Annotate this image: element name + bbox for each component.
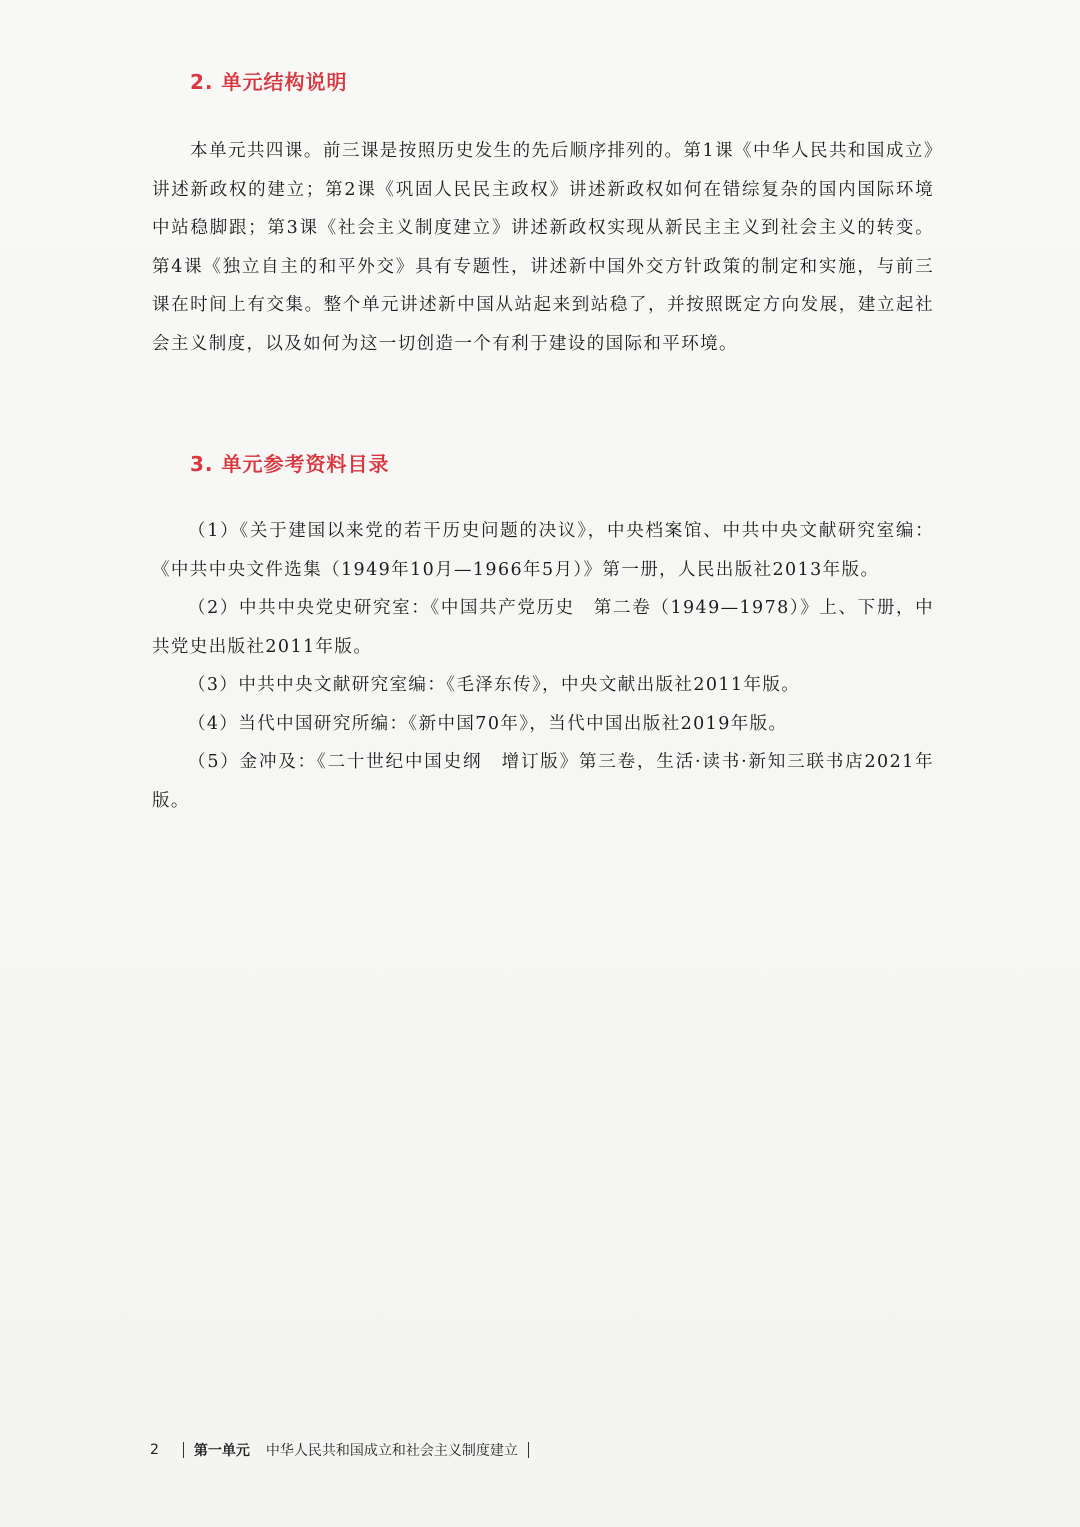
reference-list	[152, 512, 934, 820]
section-heading-unit-structure: 2. 单元结构说明	[190, 70, 348, 94]
reference-item: （2）中共中央党史研究室：《中国共产党历史 第二卷（1949—1978）》上、下册，中共党史出版社2011年版。	[152, 598, 934, 657]
reference-item: （5）金冲及：《二十世纪中国史纲 增订版》第三卷，生活·读书·新知三联书店2021年版。	[152, 752, 934, 811]
reference-item: （3）中共中央文献研究室编：《毛泽东传》，中央文献出版社2011年版。	[188, 675, 801, 695]
footer-divider	[528, 1442, 529, 1458]
reference-item: （4）当代中国研究所编：《新中国70年》，当代中国出版社2019年版。	[188, 713, 788, 734]
unit-structure-paragraph: 本单元共四课。前三课是按照历史发生的先后顺序排列的。第1课《中华人民共和国成立》讲述新政权的建立；第2课《巩固人民民主政权》讲述新政权如何在错综复杂的国内国际环境中站稳脚跟；第3课《社会主义制度建立》讲述新政权实现从新民主主义到社会主义的转变。第4课《独立自主的和平外交》具有专题性，讲述新中国外交方针政策的制定和实施，与前三课在时间上有交集。整个单元讲述新中国从站起来到站稳了，并按照既定方向发展，建立起社会主义制度，以及如何为这一切创造一个有利于建设的国际和平环境。	[152, 141, 934, 354]
footer-unit-label: 第一单元	[193, 1443, 250, 1459]
section-heading-reference-list: 3. 单元参考资料目录	[190, 452, 390, 476]
reference-item: （1）《关于建国以来党的若干历史问题的决议》，中央档案馆、中共中央文献研究室编：《中共中央文件选集（1949年10月—1966年5月）》第一册，人民出版社2013年版。	[152, 521, 934, 580]
footer-divider	[183, 1442, 184, 1458]
page-number: 2	[150, 1442, 159, 1458]
footer-unit-title: 中华人民共和国成立和社会主义制度建立	[265, 1443, 518, 1459]
page-footer	[150, 1440, 529, 1460]
